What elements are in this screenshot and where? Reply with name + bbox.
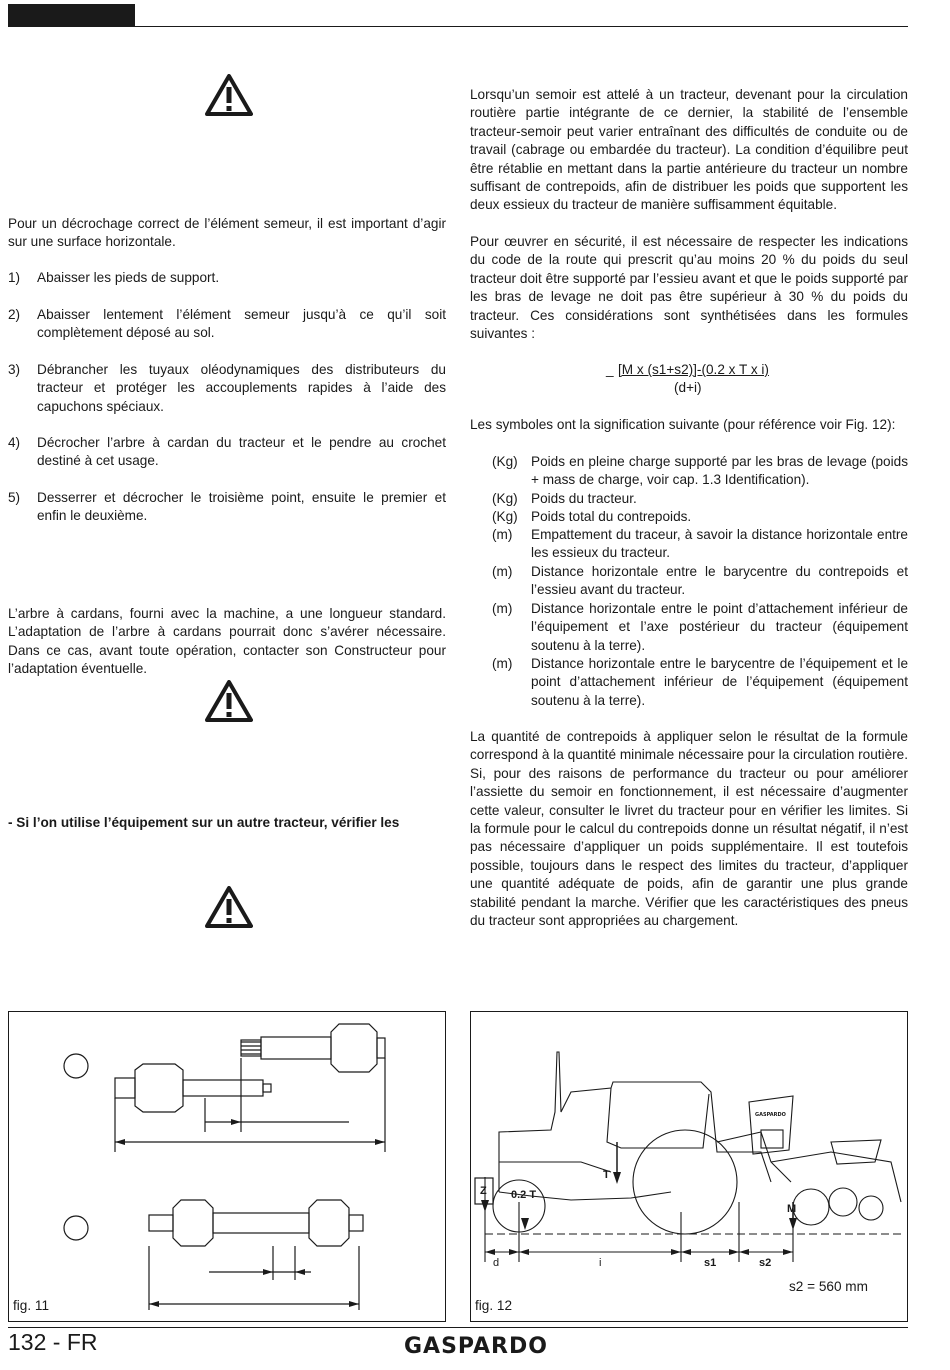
tag-t: T bbox=[603, 1169, 610, 1181]
bullet-other-tractor: - Si l’on utilise l’équipement sur un autre tracteur, vérifier les bbox=[8, 815, 400, 830]
symbol-desc: Poids du tracteur. bbox=[531, 491, 637, 506]
tractor-seeder-drawing bbox=[471, 1012, 907, 1321]
symbol-row bbox=[470, 655, 908, 710]
symbol-desc: Poids total du contrepoids. bbox=[531, 509, 692, 524]
step-text: Abaisser les pieds de support. bbox=[37, 270, 220, 285]
step-number: 4) bbox=[8, 435, 21, 450]
symbol-row bbox=[470, 490, 908, 508]
step-2 bbox=[8, 306, 446, 343]
tag-s1: s1 bbox=[704, 1257, 717, 1269]
symbol-row bbox=[470, 600, 908, 655]
symbol-desc: Distance horizontale entre le barycentre de l’équipement et le point d’attachement inférieur de l’équipement (équipement soutenu à la terre). bbox=[531, 656, 908, 708]
tag-z: Z bbox=[480, 1185, 487, 1197]
symbol-row bbox=[470, 453, 908, 490]
tag-m: M bbox=[787, 1203, 797, 1215]
formula-lead: _ bbox=[606, 362, 614, 377]
symbol-unit: (Kg) bbox=[492, 491, 518, 506]
step-1 bbox=[8, 269, 446, 287]
tag-d: d bbox=[493, 1257, 500, 1269]
tag-counterweight: 0.2 T bbox=[511, 1189, 537, 1201]
figure-11 bbox=[8, 1011, 446, 1322]
figure-11-label: fig. 11 bbox=[13, 1298, 50, 1313]
step-3 bbox=[8, 361, 446, 416]
warning-triangle-icon bbox=[205, 74, 253, 116]
symbol-unit: (m) bbox=[492, 601, 513, 616]
symbol-desc: Distance horizontale entre le point d’attachement inférieur de l’équipement et l’axe postérieur du tracteur (équipement soutenu à la terre). bbox=[531, 601, 908, 653]
symbol-desc: Distance horizontale entre le barycentre du contrepoids et l’essieu avant du tracteur. bbox=[531, 564, 908, 598]
step-text: Débrancher les tuyaux oléodynamiques des distributeurs du tracteur et protéger les accouplements rapides à l’aide des capuchons spéciaux. bbox=[37, 362, 446, 414]
step-text: Desserrer et décrocher le troisième point, ensuite le premier et enfin le deuxième. bbox=[37, 490, 446, 524]
seeder-brand-mark: GASPARDO bbox=[755, 1112, 786, 1118]
formula-denominator: (d+i) bbox=[674, 380, 702, 395]
symbol-unit: (Kg) bbox=[492, 509, 518, 524]
symbol-desc: Poids en pleine charge supporté par les bras de levage (poids + mass de charge, voir cap. 1.3 Identification). bbox=[531, 454, 908, 488]
tag-s2: s2 bbox=[759, 1257, 772, 1269]
brand-logo: GASPARDO bbox=[404, 1334, 548, 1359]
header-bar bbox=[8, 4, 135, 27]
s2-value-note: s2 = 560 mm bbox=[789, 1279, 868, 1294]
symbol-unit: (m) bbox=[492, 527, 513, 542]
detach-intro: Pour un décrochage correct de l’élément semeur, il est important d’agir sur une surface horizontale. bbox=[8, 216, 446, 250]
ballast-paragraph: La quantité de contrepoids à appliquer selon le résultat de la formule correspond à la quantité minimale nécessaire pour la circulation routière. Si, pour des raisons de performance du tracteur ou pour améliorer l’assiette du semoir en fonctionnement, il est nécessaire d’augmenter cette valeur, consulter le livret du tracteur pour en vérifier les limites. Si la formule pour le calcul du contrepoids donne un résultat négatif, il n’est pas nécessaire d’appliquer un poids supplémentaire. Il est toutefois possible, toujours dans le respect des limites du tracteur, d’appliquer une quantité adéquate de poids, afin de garantir une plus grande stabilité pendant la marche. Vérifier que les caractéristiques des pneus du tracteur sont appropriées au chargement. bbox=[470, 729, 908, 929]
stability-paragraph: Lorsqu’un semoir est attelé à un tracteur, devenant pour la circulation routière partie intégrante de ce dernier, la stabilité de l’ensemble tracteur-semoir peut varier entraînant des difficultés de conduite ou de travail (cabrage ou embardée du tracteur). La condition d’équilibre peut être rétablie en mettant dans la partie antérieure du tracteur un nombre suffisant de contrepoids, afin de distribuer les poids que supportent les deux essieux du tracteur de manière suffisamment équitable. bbox=[470, 87, 908, 213]
symbol-unit: (Kg) bbox=[492, 454, 518, 469]
header-rule bbox=[8, 26, 908, 27]
symbol-row bbox=[470, 563, 908, 600]
symbols-intro: Les symboles ont la signification suivante (pour référence voir Fig. 12): bbox=[470, 417, 896, 432]
safety-paragraph: Pour œuvrer en sécurité, il est nécessaire de respecter les indications du code de la route qui prescrit qu’au moins 20 % du poids du seul tracteur doit être supporté par l’essieu avant et que le poids supporté par les bras de levage ne doit pas être supérieur à 30 % du poids du tracteur. Ces considérations sont synthétisées dans les formules suivantes : bbox=[470, 234, 908, 342]
symbol-unit: (m) bbox=[492, 564, 513, 579]
step-number: 1) bbox=[8, 270, 21, 285]
footer-rule bbox=[8, 1327, 908, 1328]
step-5 bbox=[8, 489, 446, 526]
formula-numerator: [M x (s1+s2)]-(0.2 x T x i) bbox=[618, 362, 769, 377]
cardan-paragraph: L’arbre à cardans, fourni avec la machine, a une longueur standard. L’adaptation de l’arbre à cardans pourrait donc s’avérer nécessaire. Dans ce cas, avant toute opération, contacter son Constructeur pour l’adaptation éventuelle. bbox=[8, 606, 446, 677]
warning-triangle-icon bbox=[205, 680, 253, 722]
step-number: 5) bbox=[8, 490, 21, 505]
symbol-unit: (m) bbox=[492, 656, 513, 671]
figure-12 bbox=[470, 1011, 908, 1322]
warning-triangle-icon bbox=[205, 886, 253, 928]
step-text: Abaisser lentement l’élément semeur jusqu’à ce qu’il soit complètement déposé au sol. bbox=[37, 307, 446, 341]
symbol-row bbox=[470, 508, 908, 526]
step-4 bbox=[8, 434, 446, 471]
step-number: 3) bbox=[8, 362, 21, 377]
cardan-shaft-drawing bbox=[9, 1012, 445, 1321]
tag-i: i bbox=[599, 1257, 602, 1269]
step-text: Décrocher l’arbre à cardan du tracteur et le pendre au crochet destiné à cet usage. bbox=[37, 435, 446, 469]
symbol-row bbox=[470, 526, 908, 563]
page-number: 132 - FR bbox=[8, 1329, 98, 1355]
step-number: 2) bbox=[8, 307, 21, 322]
symbol-desc: Empattement du traceur, à savoir la distance horizontale entre les essieux du tracteur. bbox=[531, 527, 908, 561]
figure-12-label: fig. 12 bbox=[475, 1298, 513, 1313]
